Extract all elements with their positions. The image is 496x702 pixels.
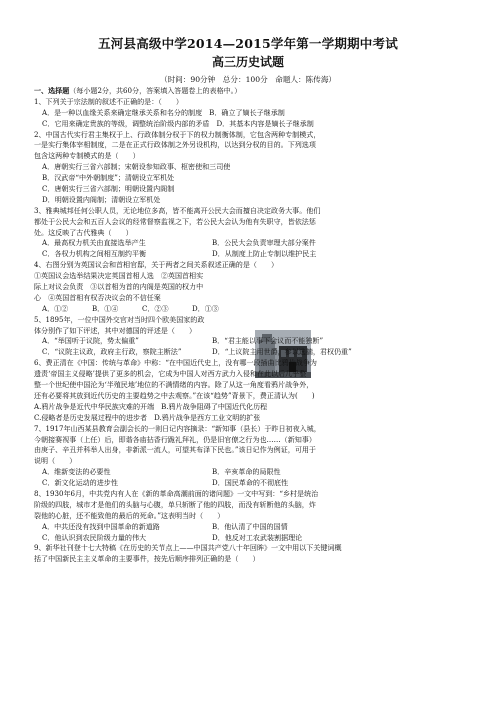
q8-option-d: D．他反对工农武装割据理论: [212, 532, 303, 542]
q8-options-row2: [34, 533, 474, 544]
q2-stem-line2: 一是实行集体宰相制度，二是在正式行政体制之外另设机构，以达到分权的目的。下列选项: [34, 140, 316, 150]
q4-option-a: A．①②: [42, 303, 69, 313]
section1-header: [34, 86, 474, 97]
q5-stem-line1: 5、1895年，一位中国外交官对当时四个欧美国家的政: [34, 314, 205, 324]
q6-options-row1: A.鸦片战争是近代中华民族灾难的开端 B.鸦片战争阻碍了中国近代化历程: [34, 401, 268, 411]
q2-option-a: A．唐朝实行三省六部制；宋朝设参知政事、枢密使和三司使: [42, 162, 231, 172]
q4-options-row: [34, 304, 474, 315]
section1-heading: 一、选择题: [34, 86, 70, 95]
q3-stem-line1: 3、雅典城邦任何公职人员，无论地位多高，皆不能离开公民大会而擅自决定政务大事。他们: [34, 205, 321, 215]
q8-option-b: B．他认清了中国的国情: [212, 521, 288, 531]
q8-option-c: C．他认识到农民阶级力量的伟大: [42, 532, 147, 542]
q2-stem-line3: 包含这两种专制模式的是（ ）: [34, 151, 140, 161]
q7-option-d: D．国民革命的不彻底性: [212, 478, 289, 488]
q7-options-row2: [34, 478, 474, 489]
q3-option-b: B．公民大会负责审理大部分案件: [212, 238, 316, 248]
q5-option-a: A．“举国听于议院，势太偏重”: [42, 336, 139, 346]
q1-stem: 1、下列关于宗法制的叙述不正确的是：（ ）: [34, 96, 183, 106]
exam-meta: （时间：90分钟 总分：100分 命题人：陈传海）: [159, 75, 337, 84]
q3-stem-line2: 都处于公民大会和五百人会议的经常督察监视之下，若公民大会认为他有失职守，皆依法惩: [34, 216, 316, 226]
q9-stem-line1: 9、新华社刊登十七大特稿《在历史的关节点上——中国共产党八十年回眸》一文中用以下关键词概: [34, 543, 342, 553]
q4-stem-line4: 心 ④英国首相有权否决议会的不信任案: [34, 292, 161, 302]
q3-option-c: C．各权力机构之间相互制约平衡: [42, 249, 147, 259]
q7-option-b: B．辛亥革命的局限性: [212, 467, 281, 477]
q1-options-row2: C．它用来确定贵族的等级，调整统治阶级内部的矛盾 D．其基本内容是嫡长子继承制: [42, 118, 314, 128]
q7-option-a: A．维新变法的必要性: [42, 467, 111, 477]
q6-stem-line1: 6、费正清在《中国：传统与革命》中称：“在中国近代史上，没有哪一段插曲比鸦片战争为: [34, 358, 317, 368]
q7-stem-line1: 7、1917年山西某县教育会副会长的一则日记内容摘录：“新知事（县长）于昨日初夜入城，: [34, 423, 321, 433]
q3-option-d: D．从制度上防止专制以维护民主: [212, 249, 317, 259]
q6-stem-line2: 遗责‘帝国主义侵略’提供了更多的机会，它成为中国人对西方武力入侵和在此以后几乎整: [34, 369, 307, 379]
q2-stem-line1: 2、中国古代实行君主集权于上、行政体制分权于下的权力制衡体制，它包含两种专制模式，: [34, 129, 321, 139]
q5-option-d: D．“上议院主用世爵，参以选揣，君权仍重”: [212, 347, 352, 357]
q2-option-c: C．唐朝实行三省六部制；明朝设置内阁制: [42, 184, 175, 194]
q4-option-d: D．①③: [192, 303, 219, 313]
q3-option-a: A．最高权力机关由直接选举产生: [42, 238, 146, 248]
q7-stem-line2: 今朝接赛视事（上任）后，即谐各庙拈香行跪礼拜礼，仍是旧官僚之行为也……（新知事）: [34, 434, 316, 444]
q7-options-row1: [34, 467, 474, 478]
q7-stem-line3: 由庚子、辛丑并科举人出身，非新派一流人，可望其布泽下民也。”该日记作为例证，可用于: [34, 445, 316, 455]
q3-stem-line3: 处。这反映了古代雅典（ ）: [34, 227, 133, 237]
exam-body: [34, 86, 474, 565]
q8-option-a: A．中共还没有找到中国革命的新道路: [42, 521, 160, 531]
exam-subtitle: 高三历史试题: [211, 55, 284, 69]
q4-option-c: C．②③: [142, 303, 169, 313]
q6-options-row2: C.侵略者是历史发展过程中的进步者 D.鸦片战争是西方工业文明的扩张: [34, 412, 261, 422]
q8-stem-line2: 阶级的四肢，城市才是他们的头脑与心腹，单只斩断了他的四肢，而没有斩断他的头脑，炸: [34, 499, 316, 509]
q2-option-b: B．汉武帝“中外朝制度”；清朝设立军机处: [42, 173, 175, 183]
q5-option-b: B．“君主能以事下会议而不能独断”: [212, 336, 324, 346]
q6-stem-line4: 还有必要将其放到近代历史的主要趋势之中去观察。”在该“趋势”背景下，费正清认为( ): [34, 390, 315, 400]
q8-options-row1: [34, 522, 474, 533]
q3-options-row1: [34, 238, 474, 249]
q8-stem-line1: 8、1930年6月，中共党内有人在《新的革命高潮前面的诸问题》一文中写到：“乡村是统治: [34, 488, 319, 498]
q7-stem-line4: 说明（ ）: [34, 456, 77, 466]
q1-options-row1: A．是一种以血缘关系来确定继承关系和名分的制度 B．确立了嫡长子继承制: [42, 107, 285, 117]
q2-option-d: D．明朝设置内阁制；清朝设立军机处: [42, 194, 161, 204]
q5-stem-line2: 体分别作了如下评述，其中对德国的评述是（ ）: [34, 325, 197, 335]
q4-stem-line1: 4、右图分别为英国议会和首相官邸，关于两者之间关系叙述正确的是（ ）: [34, 260, 279, 270]
q8-stem-line3: 裂他的心脏，还不能致他的最后的死命。”这表明当时（ ）: [34, 510, 225, 520]
q4-option-b: B．①④: [92, 303, 119, 313]
section1-instructions: （每小题2分，共60分，答案填入答题卷上的表格中。）: [69, 86, 242, 95]
q5-options-row1: [34, 336, 474, 347]
exam-title: 五河县高级中学2014—2015学年第一学期期中考试: [98, 36, 398, 51]
q9-stem-line2: 括了中国新民主主义革命的主要事件，按先后顺序排列正确的是（ ）: [34, 554, 260, 564]
q7-option-c: C．新文化运动的进步性: [42, 478, 118, 488]
q4-stem-line3: 际上对议会负责 ③以首相为首的内阁是英国的权力中: [34, 282, 204, 292]
q4-stem-line2: ①英国议会选举结果决定英国首相人选 ②英国首相实: [34, 271, 204, 281]
q5-options-row2: [34, 347, 474, 358]
q6-stem-line3: 整一个世纪使中国沦为‘半殖民地’地位的不满情绪的内容。除了从这一角度看鸦片战争外，: [34, 380, 314, 390]
q3-options-row2: [34, 249, 474, 260]
q5-option-c: C．“议院主议政，政府主行政，察院主断法”: [42, 347, 182, 357]
